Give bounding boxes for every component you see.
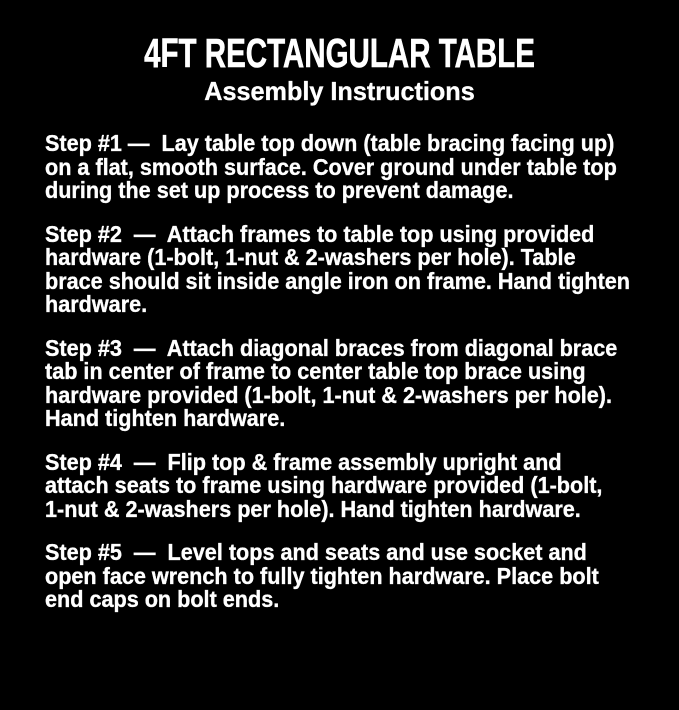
step-line: on a flat, smooth surface. Cover ground under table top: [45, 153, 617, 180]
step-line: tab in center of frame to center table top brace using: [45, 358, 586, 384]
step-line: Step #5 — Level tops and seats and use socket and: [45, 539, 587, 565]
step-line: hardware.: [45, 291, 148, 317]
step-paragraph: [45, 220, 679, 317]
step-paragraph: [45, 448, 679, 522]
poster-title: 4FT RECTANGULAR TABLE: [144, 30, 535, 76]
step-line: Step #1 — Lay table top down (table bracing facing up): [45, 130, 615, 156]
step-line: Step #2 — Attach frames to table top using provided: [45, 220, 595, 247]
step-line: end caps on bolt ends.: [45, 586, 280, 612]
step-line: open face wrench to fully tighten hardware. Place bolt: [45, 562, 599, 589]
step-line: hardware (1-bolt, 1-nut & 2-washers per hole). Table: [45, 244, 576, 270]
instruction-poster: [0, 31, 679, 710]
steps-list: [45, 132, 679, 612]
step-line: Hand tighten hardware.: [45, 405, 286, 431]
step-line: 1-nut & 2-washers per hole). Hand tighten hardware.: [45, 495, 581, 522]
step-line: attach seats to frame using hardware provided (1-bolt,: [45, 472, 603, 498]
step-line: Step #4 — Flip top & frame assembly upright and: [45, 448, 562, 475]
step-line: during the set up process to prevent damage.: [45, 177, 514, 203]
step-paragraph: [45, 334, 679, 431]
step-paragraph: [45, 541, 679, 612]
step-paragraph: [45, 132, 679, 203]
step-line: hardware provided (1-bolt, 1-nut & 2-washers per hole).: [45, 381, 613, 408]
poster-subtitle: Assembly Instructions: [204, 76, 475, 106]
step-line: Step #3 — Attach diagonal braces from diagonal brace: [45, 334, 618, 361]
step-line: brace should sit inside angle iron on frame. Hand tighten: [45, 267, 631, 294]
